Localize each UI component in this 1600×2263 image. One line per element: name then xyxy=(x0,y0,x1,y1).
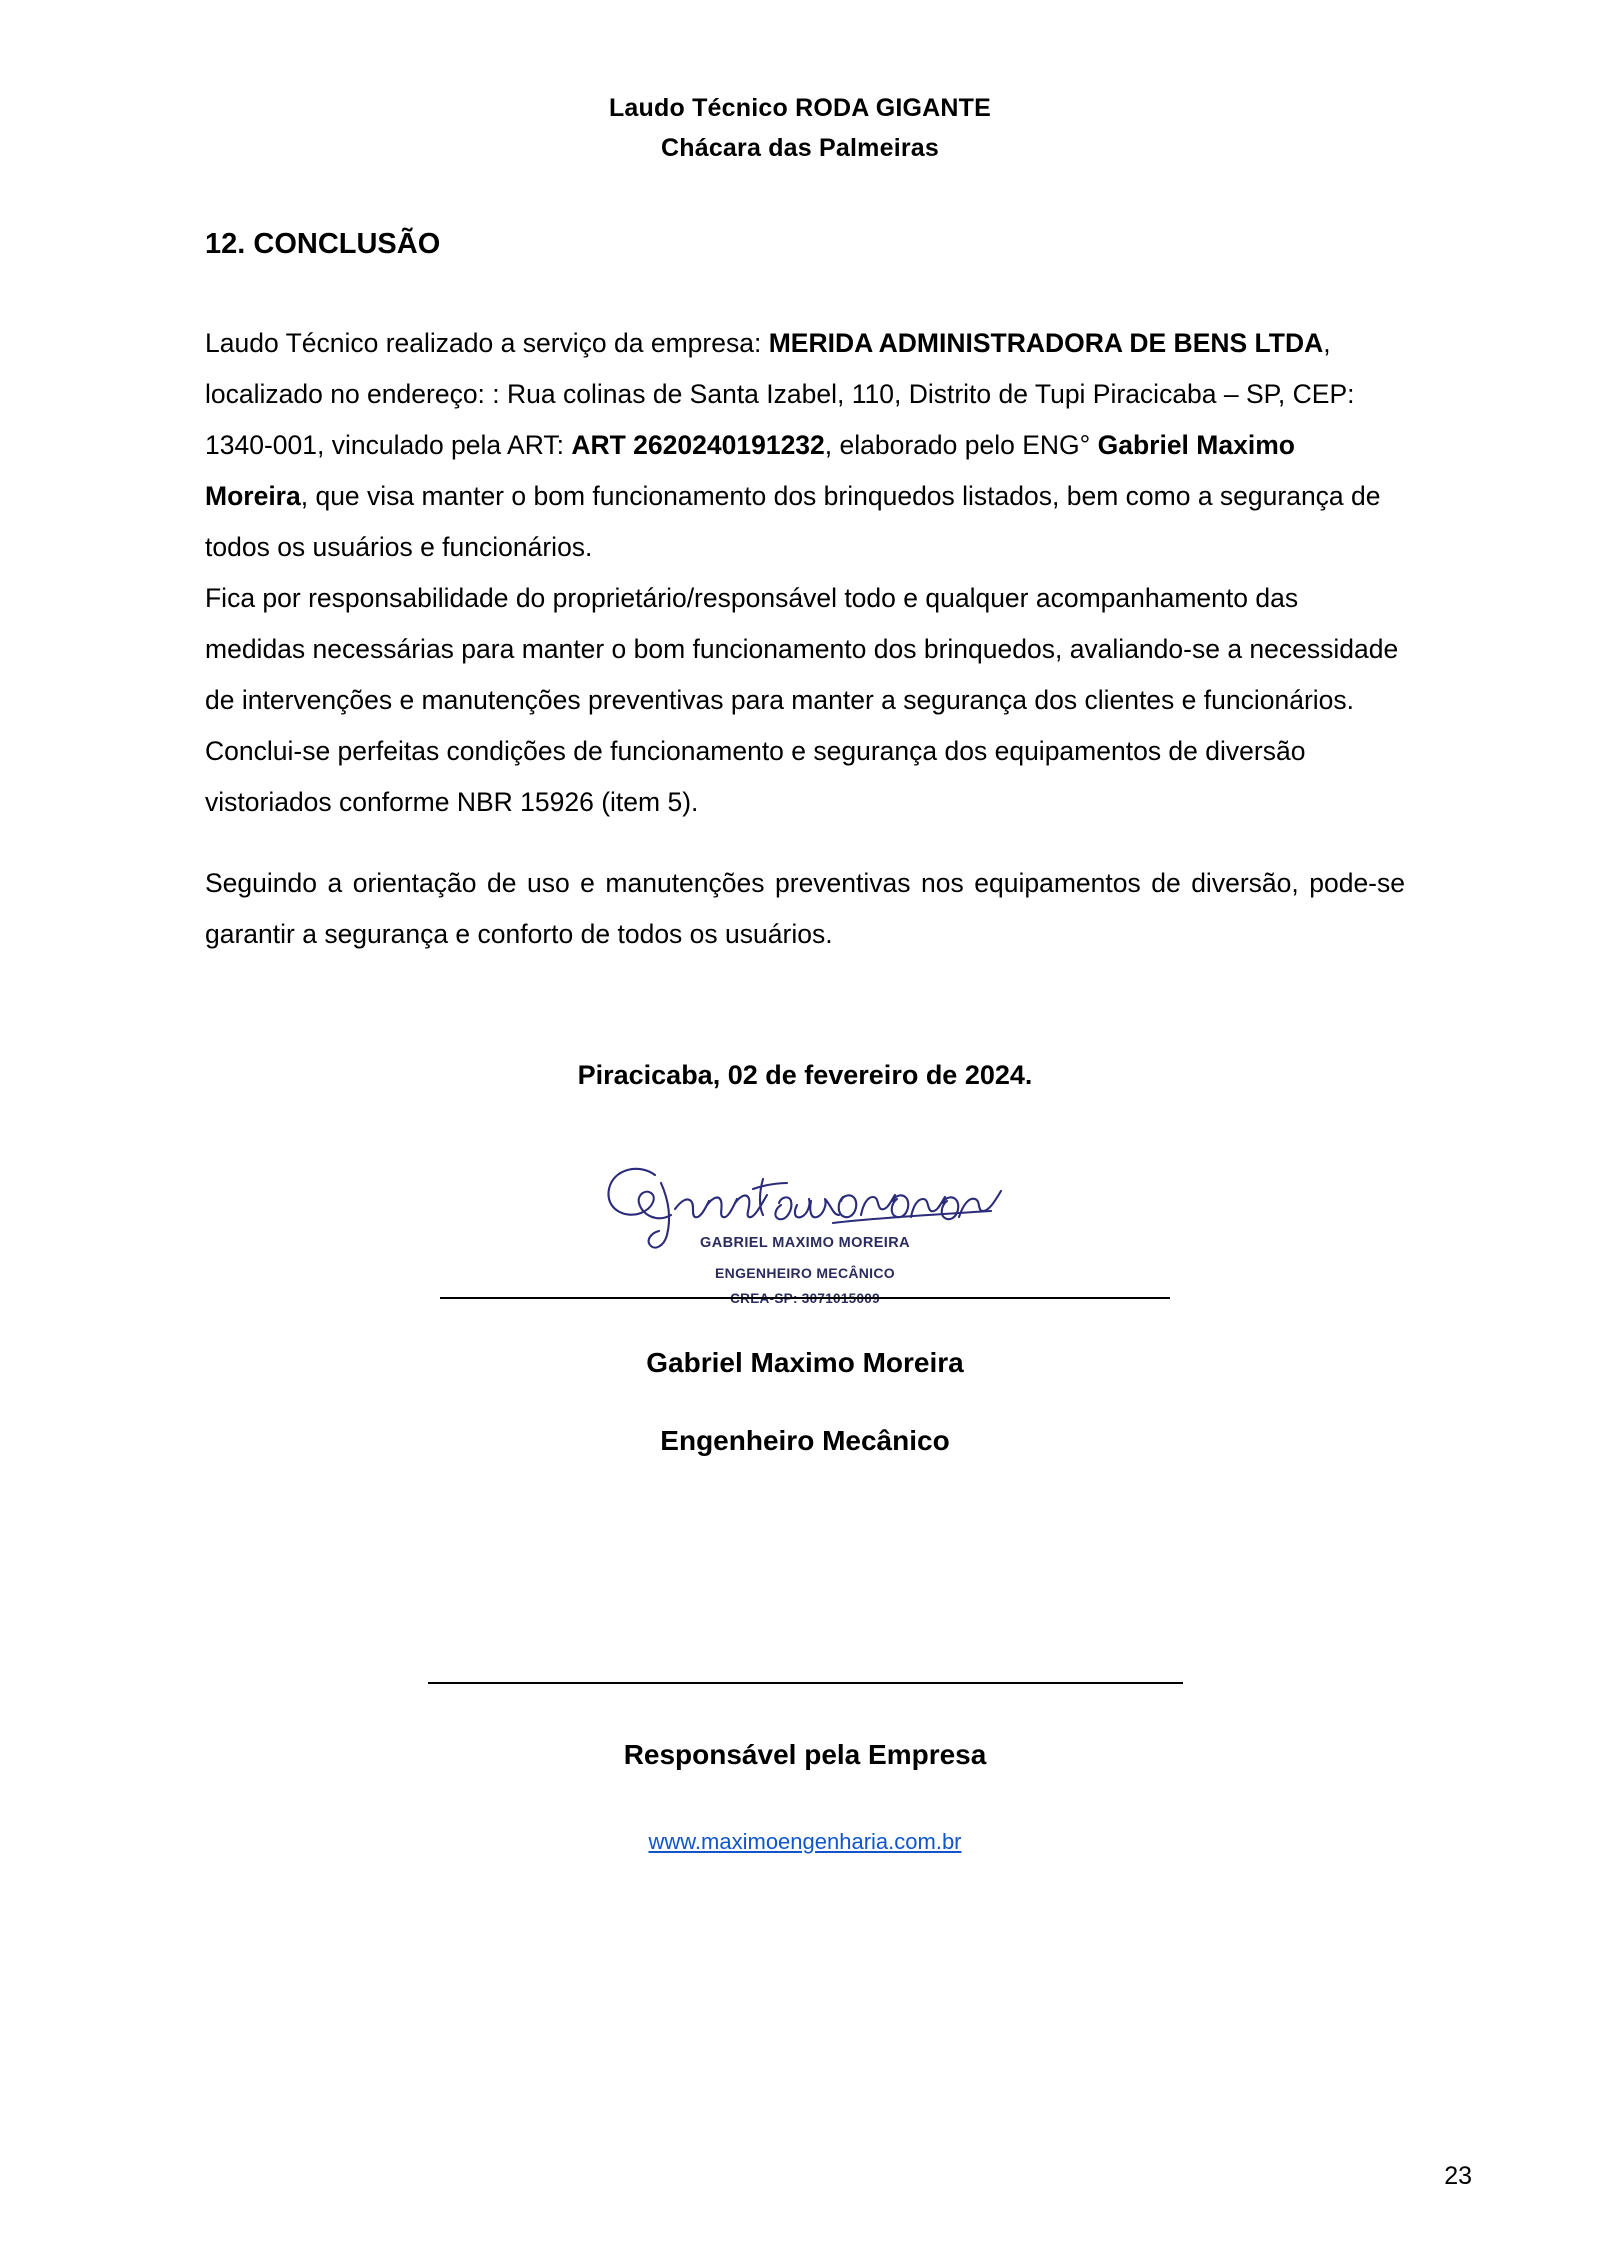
signature-stamp-name: GABRIEL MAXIMO MOREIRA xyxy=(700,1235,910,1251)
signature-stamp-role: ENGENHEIRO MECÂNICO xyxy=(715,1265,895,1281)
document-body xyxy=(180,226,1420,1855)
page-number: 23 xyxy=(1444,2162,1472,2190)
signature-stamp-crea: CREA-SP: 3071015009 xyxy=(730,1291,880,1306)
section-title-conclusao: 12. CONCLUSÃO xyxy=(205,228,441,260)
header-title-line1: Laudo Técnico RODA GIGANTE xyxy=(608,94,992,122)
p1-text-2: , localizado no endereço: : Rua colinas de Santa Izabel, 110, Distrito de Tupi Piracicaba – SP, CEP: 1340-001, vinculado pela ART: xyxy=(205,328,1355,460)
paragraph-conclusao-intro xyxy=(205,318,1405,573)
p1-text-3: , elaborado pelo ENG° xyxy=(824,430,1098,460)
paragraph-orientacao: Seguindo a orientação de uso e manutenções preventivas nos equipamentos de diversão, pode-se garantir a segurança e conforto de todos os usuários. xyxy=(205,868,1405,949)
p1-text-1: Laudo Técnico realizado a serviço da empresa: xyxy=(205,328,769,358)
p1-company-name: MERIDA ADMINISTRADORA DE BENS LTDA xyxy=(768,328,1324,358)
header-title-line2: Chácara das Palmeiras xyxy=(661,134,939,162)
document-header xyxy=(0,88,1600,168)
p1-art-number: ART 2620240191232 xyxy=(571,430,825,460)
date-line: Piracicaba, 02 de fevereiro de 2024. xyxy=(577,1060,1033,1090)
signature-block xyxy=(205,1153,1405,1313)
p1-engineer-name: Gabriel Maximo Moreira xyxy=(205,430,1295,511)
p1-text-4: , que visa manter o bom funcionamento dos brinquedos listados, bem como a segurança de todos os usuários e funcionários. xyxy=(205,481,1381,562)
paragraph-conclusao-final: Conclui-se perfeitas condições de funcionamento e segurança dos equipamentos de diversão vistoriados conforme NBR 15926 (item 5). xyxy=(205,736,1306,817)
signature-name: Gabriel Maximo Moreira xyxy=(646,1347,964,1378)
signature-role: Engenheiro Mecânico xyxy=(660,1425,950,1456)
company-responsible-label: Responsável pela Empresa xyxy=(623,1739,987,1770)
website-link[interactable]: www.maximoengenharia.com.br xyxy=(648,1829,962,1854)
signature-rule xyxy=(440,1297,1170,1299)
company-signature-rule xyxy=(428,1682,1183,1684)
paragraph-responsabilidade: Fica por responsabilidade do proprietário/responsável todo e qualquer acompanhamento das medidas necessárias para manter o bom funcionamento dos brinquedos, avaliando-se a necessidade de intervenções e manutenções preventivas para manter a segurança dos clientes e funcionários. xyxy=(205,583,1399,715)
